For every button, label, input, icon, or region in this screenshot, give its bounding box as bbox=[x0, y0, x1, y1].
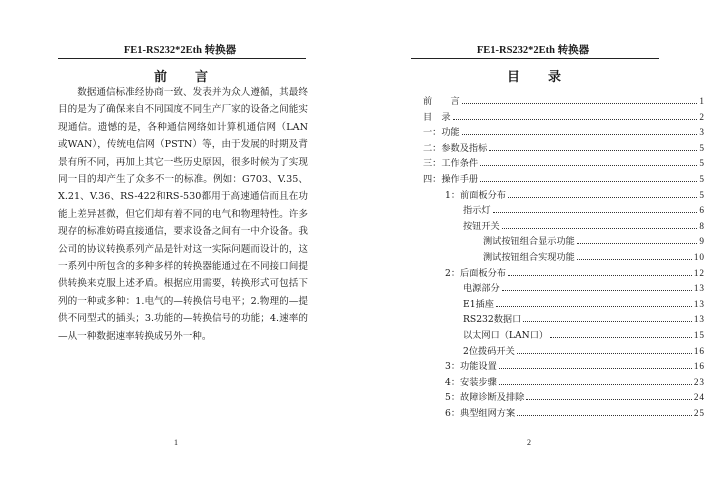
toc-entry[interactable] bbox=[423, 265, 705, 281]
toc-entry-page: 13 bbox=[693, 283, 705, 294]
toc-title-char-2: 录 bbox=[548, 70, 564, 85]
toc-entry-label: 一：功能 bbox=[423, 127, 460, 139]
toc-entry[interactable] bbox=[423, 405, 705, 421]
table-of-contents bbox=[423, 93, 705, 420]
toc-entry-page: 3 bbox=[699, 127, 705, 138]
toc-leader-dots bbox=[462, 134, 698, 135]
toc-entry-label: 电源部分 bbox=[463, 283, 500, 295]
toc-entry[interactable] bbox=[423, 155, 705, 171]
preface-title-char-2: 言 bbox=[195, 70, 211, 85]
toc-entry-label: 指示灯 bbox=[463, 205, 491, 217]
toc-entry-label: 2：后面板分布 bbox=[445, 267, 506, 279]
running-header: FE1-RS232*2Eth 转换器 bbox=[476, 45, 590, 56]
toc-entry-page: 12 bbox=[693, 267, 705, 278]
preface-body bbox=[58, 84, 308, 345]
toc-leader-dots bbox=[517, 353, 692, 354]
toc-entry[interactable] bbox=[423, 140, 705, 156]
toc-entry-label: 目 录 bbox=[423, 111, 451, 123]
toc-leader-dots bbox=[550, 337, 692, 338]
toc-entry-label: 三：工作条件 bbox=[423, 158, 479, 170]
toc-entry-label: 6：典型组网方案 bbox=[445, 407, 516, 419]
toc-title bbox=[411, 66, 659, 85]
toc-leader-dots bbox=[508, 275, 692, 276]
preface-title-char-1: 前 bbox=[153, 70, 169, 85]
toc-entry-label: E1插座 bbox=[463, 298, 494, 310]
toc-entry-label: 3：功能设置 bbox=[445, 361, 497, 373]
toc-leader-dots bbox=[489, 150, 697, 151]
toc-entry-page: 23 bbox=[693, 376, 705, 387]
toc-entry-page: 13 bbox=[693, 314, 705, 325]
toc-leader-dots bbox=[496, 306, 692, 307]
page-number: 1 bbox=[174, 438, 178, 447]
toc-entry-page: 10 bbox=[693, 251, 705, 262]
toc-leader-dots bbox=[499, 368, 692, 369]
toc-entry-label: 二：参数及指标 bbox=[423, 142, 488, 154]
toc-leader-dots bbox=[508, 197, 697, 198]
toc-entry-page: 2 bbox=[699, 111, 705, 122]
toc-entry[interactable] bbox=[423, 171, 705, 187]
toc-entry-page: 5 bbox=[699, 173, 705, 184]
toc-leader-dots bbox=[462, 103, 698, 104]
toc-entry[interactable] bbox=[423, 93, 705, 109]
toc-entry[interactable] bbox=[423, 389, 705, 405]
header-rule bbox=[411, 58, 659, 59]
toc-entry-label: 5：故障诊断及排除 bbox=[445, 392, 525, 404]
toc-leader-dots bbox=[577, 259, 692, 260]
toc-entry[interactable] bbox=[423, 374, 705, 390]
toc-entry[interactable] bbox=[423, 187, 705, 203]
toc-entry[interactable] bbox=[423, 343, 705, 359]
toc-entry[interactable] bbox=[423, 296, 705, 312]
toc-entry-page: 24 bbox=[693, 392, 705, 403]
toc-entry-page: 25 bbox=[693, 407, 705, 418]
toc-title-char-1: 目 bbox=[506, 70, 522, 85]
toc-leader-dots bbox=[523, 321, 692, 322]
toc-entry-label: 按钮开关 bbox=[463, 220, 500, 232]
toc-entry-page: 16 bbox=[693, 345, 705, 356]
toc-entry[interactable] bbox=[423, 280, 705, 296]
toc-entry-page: 1 bbox=[699, 96, 705, 106]
toc-entry-label: 测试按钮组合显示功能 bbox=[483, 236, 575, 248]
toc-entry-label: 以太网口（LAN口） bbox=[463, 329, 549, 341]
toc-entry-label: 4：安装步骤 bbox=[445, 376, 497, 388]
preface-paragraph: 数据通信标准经协商一致、发表并为众人遵循，其最终目的是为了确保来自不同国度不同生产厂家的设备之间能实现通信。遗憾的是，各种通信网络如计算机通信网（LAN或WAN），传统电信网（PSTN）等，由于发展的时期及背景有所不同，再加上其它一些历史原因，很多时候为了实现同一目的却产生了众多不一的标准。例如：G703、V.35、X.21、V.36、RS-422和RS-530都用于高速通信而且在功能上差异甚微，但它们却有着不同的电气和物理特性。许多现存的标准妨碍直接通信，要求设备之间有一中介设备。我公司的协议转换系列产品是针对这一实际问题而设计的，这一系列中所包含的多种多样的转换器能通过在不同接口间提供转换来克服上述矛盾。根据应用需要，转换形式可包括下列的一种或多种：1.电气的—转换信号电平；2.物理的—提供不同型式的插头；3.功能的—转换信号的功能；4.速率的—从一种数据速率转换成另外一种。 bbox=[58, 87, 308, 342]
toc-entry-page: 15 bbox=[693, 329, 705, 340]
preface-title bbox=[58, 66, 306, 85]
toc-entry[interactable] bbox=[423, 327, 705, 343]
toc-leader-dots bbox=[502, 228, 698, 229]
toc-entry-label: 1：前面板分布 bbox=[445, 189, 506, 201]
toc-entry[interactable] bbox=[423, 218, 705, 234]
running-header: FE1-RS232*2Eth 转换器 bbox=[123, 45, 237, 56]
toc-entry[interactable] bbox=[423, 109, 705, 125]
toc-entry-page: 13 bbox=[693, 298, 705, 309]
toc-entry-label: 2位拨码开关 bbox=[463, 345, 515, 357]
toc-leader-dots bbox=[480, 181, 697, 182]
toc-entry[interactable] bbox=[423, 249, 705, 265]
toc-leader-dots bbox=[493, 212, 698, 213]
toc-entry-page: 8 bbox=[699, 220, 705, 231]
toc-leader-dots bbox=[517, 415, 692, 416]
header-rule bbox=[58, 58, 306, 59]
toc-entry-page: 5 bbox=[699, 158, 705, 169]
toc-entry-page: 5 bbox=[699, 142, 705, 153]
toc-entry-page: 16 bbox=[693, 361, 705, 372]
toc-entry-label: 四：操作手册 bbox=[423, 173, 479, 185]
toc-entry-label: RS232数据口 bbox=[463, 314, 522, 326]
toc-entry-page: 6 bbox=[699, 205, 705, 216]
toc-entry[interactable] bbox=[423, 233, 705, 249]
right-page bbox=[353, 0, 706, 500]
toc-leader-dots bbox=[499, 384, 692, 385]
toc-entry-label: 测试按钮组合实现功能 bbox=[483, 251, 575, 263]
toc-leader-dots bbox=[526, 399, 691, 400]
toc-entry[interactable] bbox=[423, 124, 705, 140]
toc-leader-dots bbox=[453, 119, 698, 120]
page-number: 2 bbox=[527, 438, 531, 447]
toc-leader-dots bbox=[480, 165, 697, 166]
toc-leader-dots bbox=[502, 290, 692, 291]
toc-entry[interactable] bbox=[423, 358, 705, 374]
toc-entry-page: 5 bbox=[699, 189, 705, 200]
toc-entry[interactable] bbox=[423, 202, 705, 218]
toc-leader-dots bbox=[577, 243, 698, 244]
toc-entry[interactable] bbox=[423, 311, 705, 327]
toc-entry-label: 前 言 bbox=[423, 96, 460, 107]
toc-entry-page: 9 bbox=[699, 236, 705, 247]
